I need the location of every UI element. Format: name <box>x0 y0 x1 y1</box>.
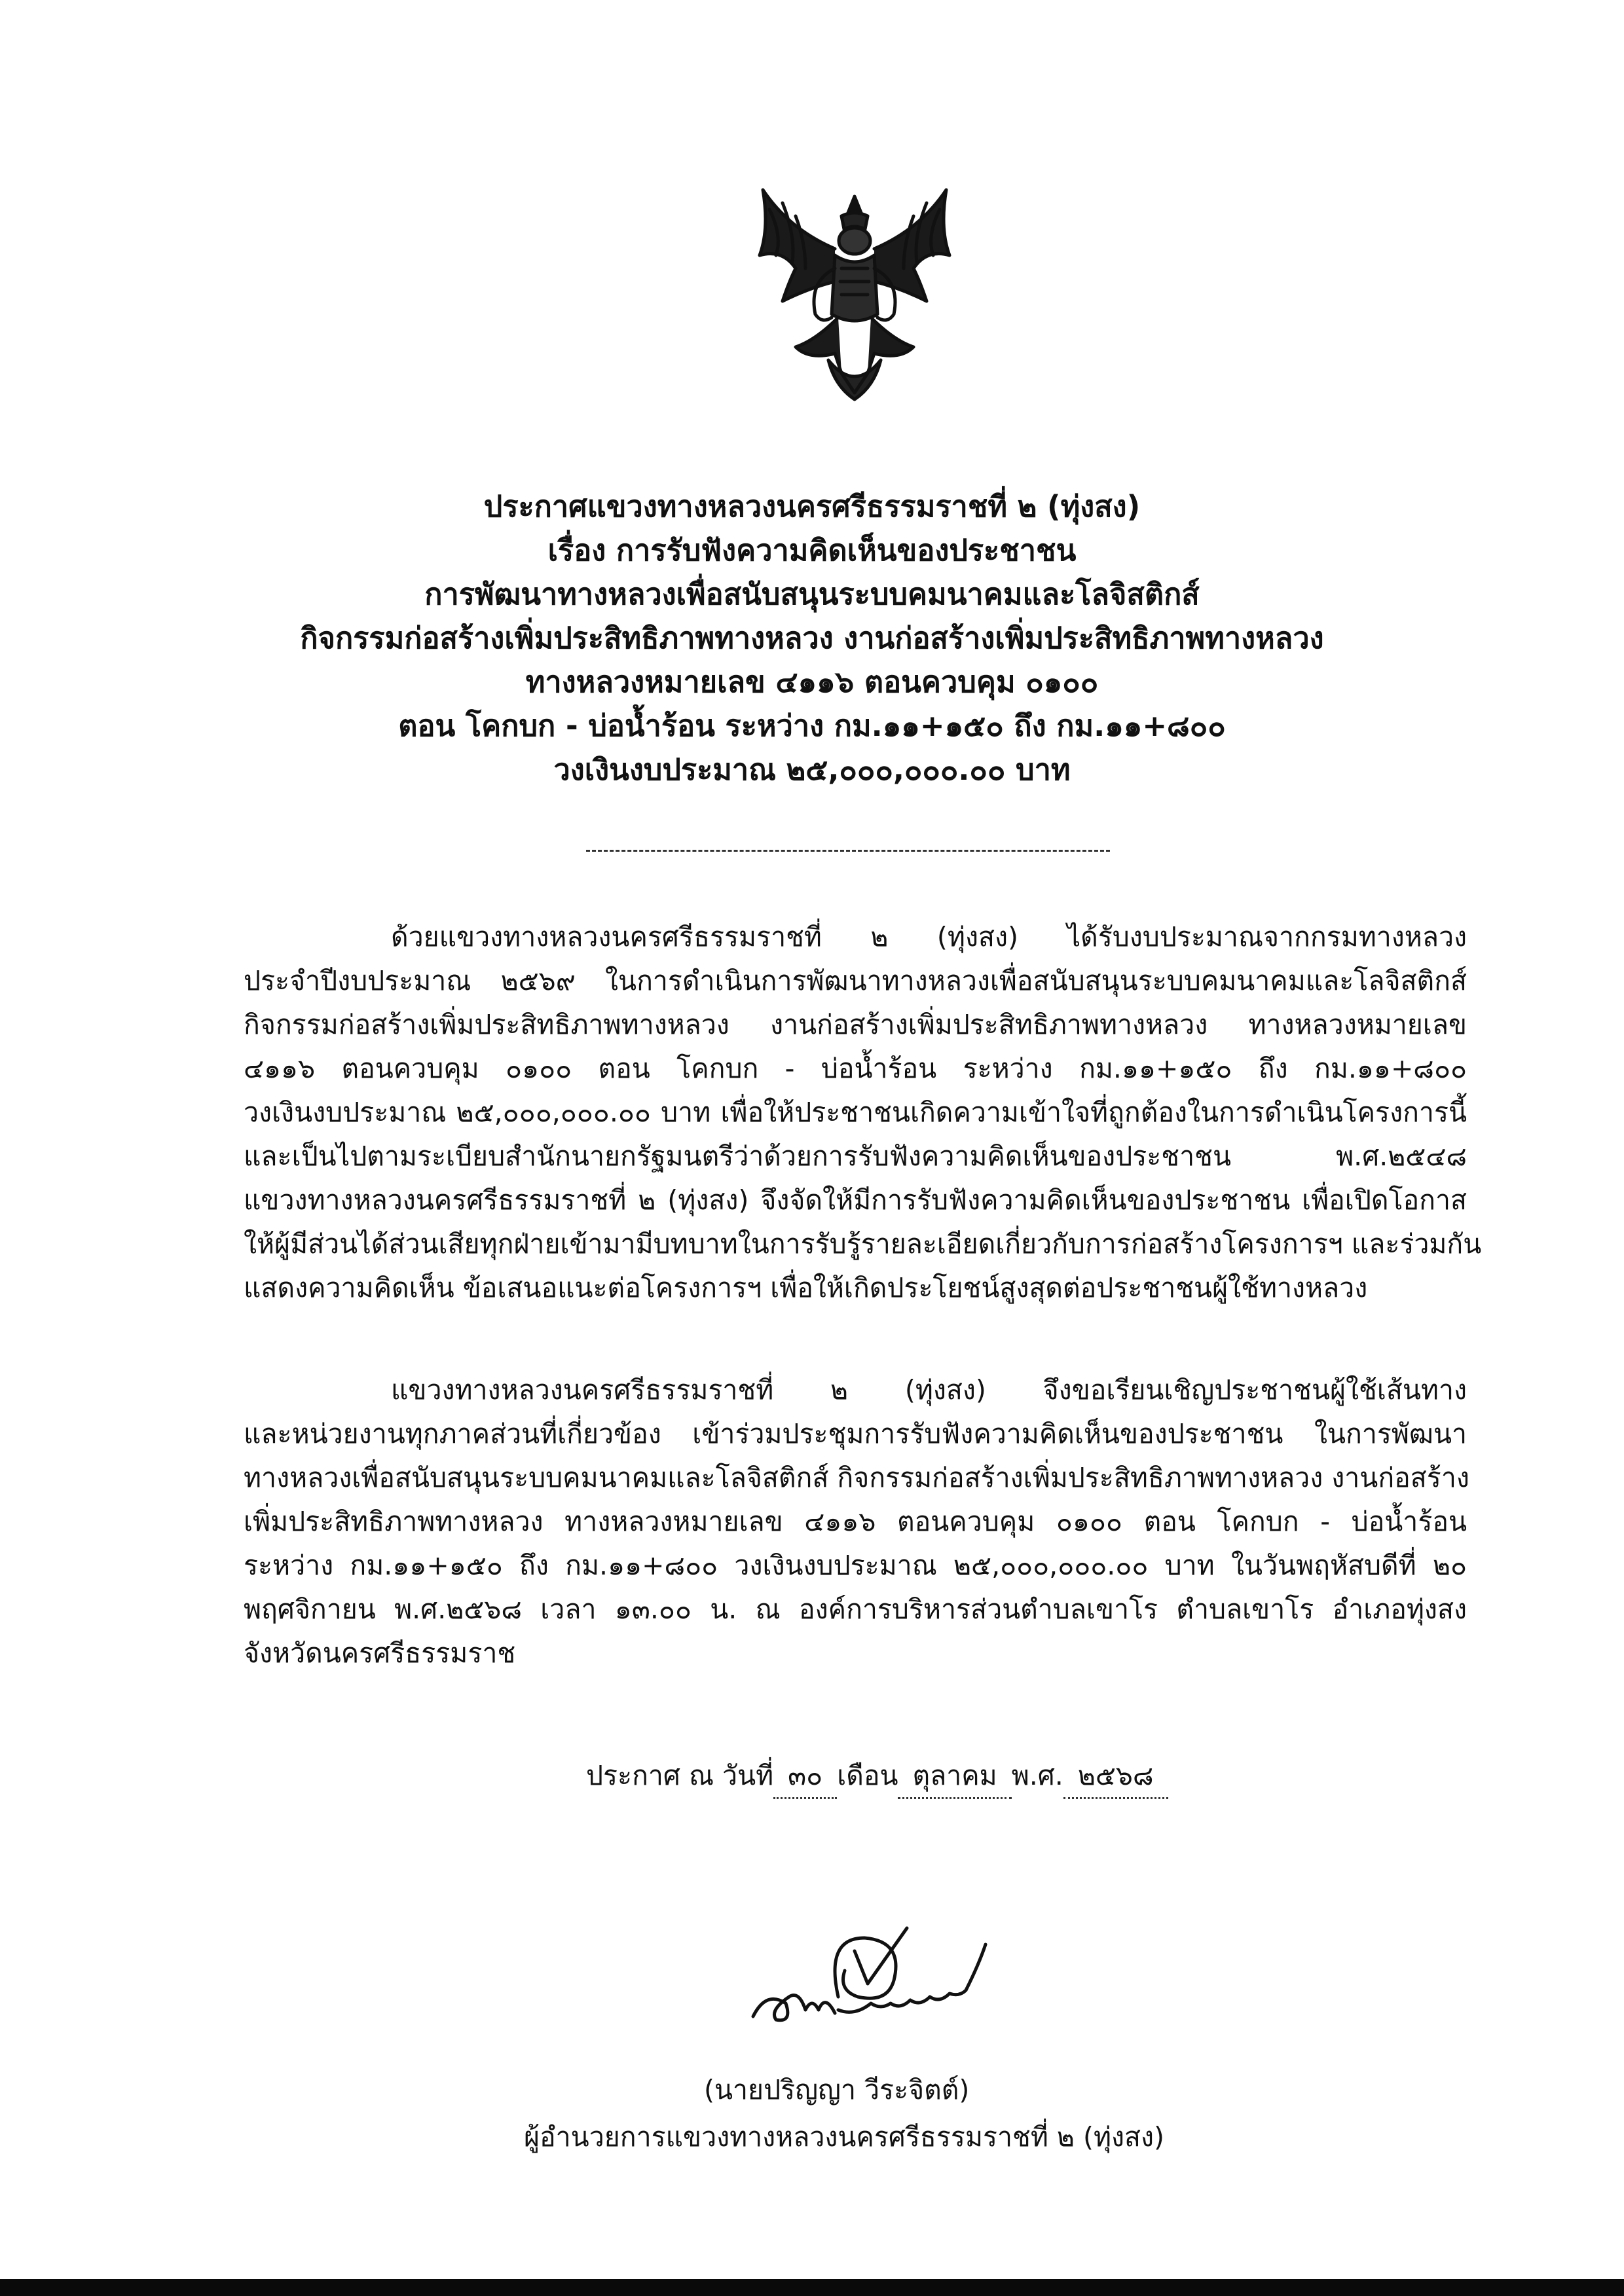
body-line: แขวงทางหลวงนครศรีธรรมราชที่ ๒ (ทุ่งสง) จึงขอเรียนเชิญประชาชนผู้ใช้เส้นทาง <box>391 1374 1467 1406</box>
title-line: เรื่อง การรับฟังความคิดเห็นของประชาชน <box>547 533 1077 568</box>
body-line: กิจกรรมก่อสร้างเพิ่มประสิทธิภาพทางหลวง งานก่อสร้างเพิ่มประสิทธิภาพทางหลวง ทางหลวงหมายเลข <box>244 1009 1467 1040</box>
signer-name: (นายปริญญา วีระจิตต์) <box>704 2074 970 2105</box>
body-line: เพิ่มประสิทธิภาพทางหลวง ทางหลวงหมายเลข ๔๑๑๖ ตอนควบคุม ๐๑๐๐ ตอน โคกบก - บ่อน้ำร้อน <box>244 1506 1467 1537</box>
handwritten-signature-icon <box>740 1912 1002 2036</box>
month-label: เดือน <box>837 1760 898 1791</box>
title-line: กิจกรรมก่อสร้างเพิ่มประสิทธิภาพทางหลวง งานก่อสร้างเพิ่มประสิทธิภาพทางหลวง <box>300 621 1324 655</box>
body-line: วงเงินงบประมาณ ๒๕,๐๐๐,๐๐๐.๐๐ บาท เพื่อให้ประชาชนเกิดความเข้าใจที่ถูกต้องในการดำเนินโครงการนี้ <box>244 1097 1467 1128</box>
paragraph-1 <box>244 915 1482 1310</box>
date-year: ๒๕๖๘ <box>1063 1755 1168 1799</box>
body-line: ๔๑๑๖ ตอนควบคุม ๐๑๐๐ ตอน โคกบก - บ่อน้ำร้อน ระหว่าง กม.๑๑+๑๕๐ ถึง กม.๑๑+๘๐๐ <box>244 1053 1467 1084</box>
date-prefix: ประกาศ ณ วันที่ <box>586 1760 774 1791</box>
body-line: แขวงทางหลวงนครศรีธรรมราชที่ ๒ (ทุ่งสง) จึงจัดให้มีการรับฟังความคิดเห็นของประชาชน เพื่อเปิดโอกาส <box>244 1184 1467 1216</box>
title-line: ตอน โคกบก - บ่อน้ำร้อน ระหว่าง กม.๑๑+๑๕๐ ถึง กม.๑๑+๘๐๐ <box>398 708 1226 743</box>
body-line: ระหว่าง กม.๑๑+๑๕๐ ถึง กม.๑๑+๘๐๐ วงเงินงบประมาณ ๒๕,๐๐๐,๐๐๐.๐๐ บาท ในวันพฤหัสบดีที่ ๒๐ <box>244 1550 1467 1581</box>
garuda-emblem-icon <box>743 183 966 406</box>
body-line: และหน่วยงานทุกภาคส่วนที่เกี่ยวข้อง เข้าร่วมประชุมการรับฟังความคิดเห็นของประชาชน ในการพัฒนา <box>244 1418 1467 1449</box>
body-line: ประจำปีงบประมาณ ๒๕๖๙ ในการดำเนินการพัฒนาทางหลวงเพื่อสนับสนุนระบบคมนาคมและโลจิสติกส์ <box>244 965 1467 996</box>
body-line: ด้วยแขวงทางหลวงนครศรีธรรมราชที่ ๒ (ทุ่งสง) ได้รับงบประมาณจากกรมทางหลวง <box>391 921 1467 953</box>
title-line: การพัฒนาทางหลวงเพื่อสนับสนุนระบบคมนาคมและโลจิสติกส์ <box>424 577 1200 611</box>
body-line: และเป็นไปตามระเบียบสำนักนายกรัฐมนตรีว่าด้วยการรับฟังความคิดเห็นของประชาชน พ.ศ.๒๕๔๘ <box>244 1140 1467 1172</box>
title-line: ทางหลวงหมายเลข ๔๑๑๖ ตอนควบคุม ๐๑๐๐ <box>525 665 1099 699</box>
scan-border <box>0 2279 1624 2296</box>
year-label: พ.ศ. <box>1011 1760 1063 1791</box>
body-line: ให้ผู้มีส่วนได้ส่วนเสียทุกฝ่ายเข้ามามีบทบาทในการรับรู้รายละเอียดเกี่ยวกับการก่อสร้างโครงการฯ และร่วมกัน <box>244 1228 1482 1260</box>
body-line: พฤศจิกายน พ.ศ.๒๕๖๘ เวลา ๑๓.๐๐ น. ณ องค์การบริหารส่วนตำบลเขาโร ตำบลเขาโร อำเภอทุ่งสง <box>244 1594 1467 1625</box>
body-line: แสดงความคิดเห็น ข้อเสนอแนะต่อโครงการฯ เพื่อให้เกิดประโยชน์สูงสุดต่อประชาชนผู้ใช้ทางหลวง <box>244 1272 1368 1303</box>
title-line: วงเงินงบประมาณ ๒๕,๐๐๐,๐๐๐.๐๐ บาท <box>553 752 1071 787</box>
signer-position: ผู้อำนวยการแขวงทางหลวงนครศรีธรรมราชที่ ๒ (ทุ่งสง) <box>524 2121 1165 2153</box>
announcement-title <box>196 484 1428 792</box>
date-month: ตุลาคม <box>898 1755 1011 1799</box>
date-day: ๓๐ <box>773 1755 837 1799</box>
title-divider <box>586 850 1110 852</box>
paragraph-2 <box>244 1368 1467 1675</box>
title-line: ประกาศแขวงทางหลวงนครศรีธรรมราชที่ ๒ (ทุ่งสง) <box>483 489 1141 524</box>
announcement-date <box>586 1755 1168 1799</box>
body-line: จังหวัดนครศรีธรรมราช <box>244 1637 516 1669</box>
body-line: ทางหลวงเพื่อสนับสนุนระบบคมนาคมและโลจิสติกส์ กิจกรรมก่อสร้างเพิ่มประสิทธิภาพทางหลวง งานก่อสร้าง <box>244 1462 1469 1493</box>
